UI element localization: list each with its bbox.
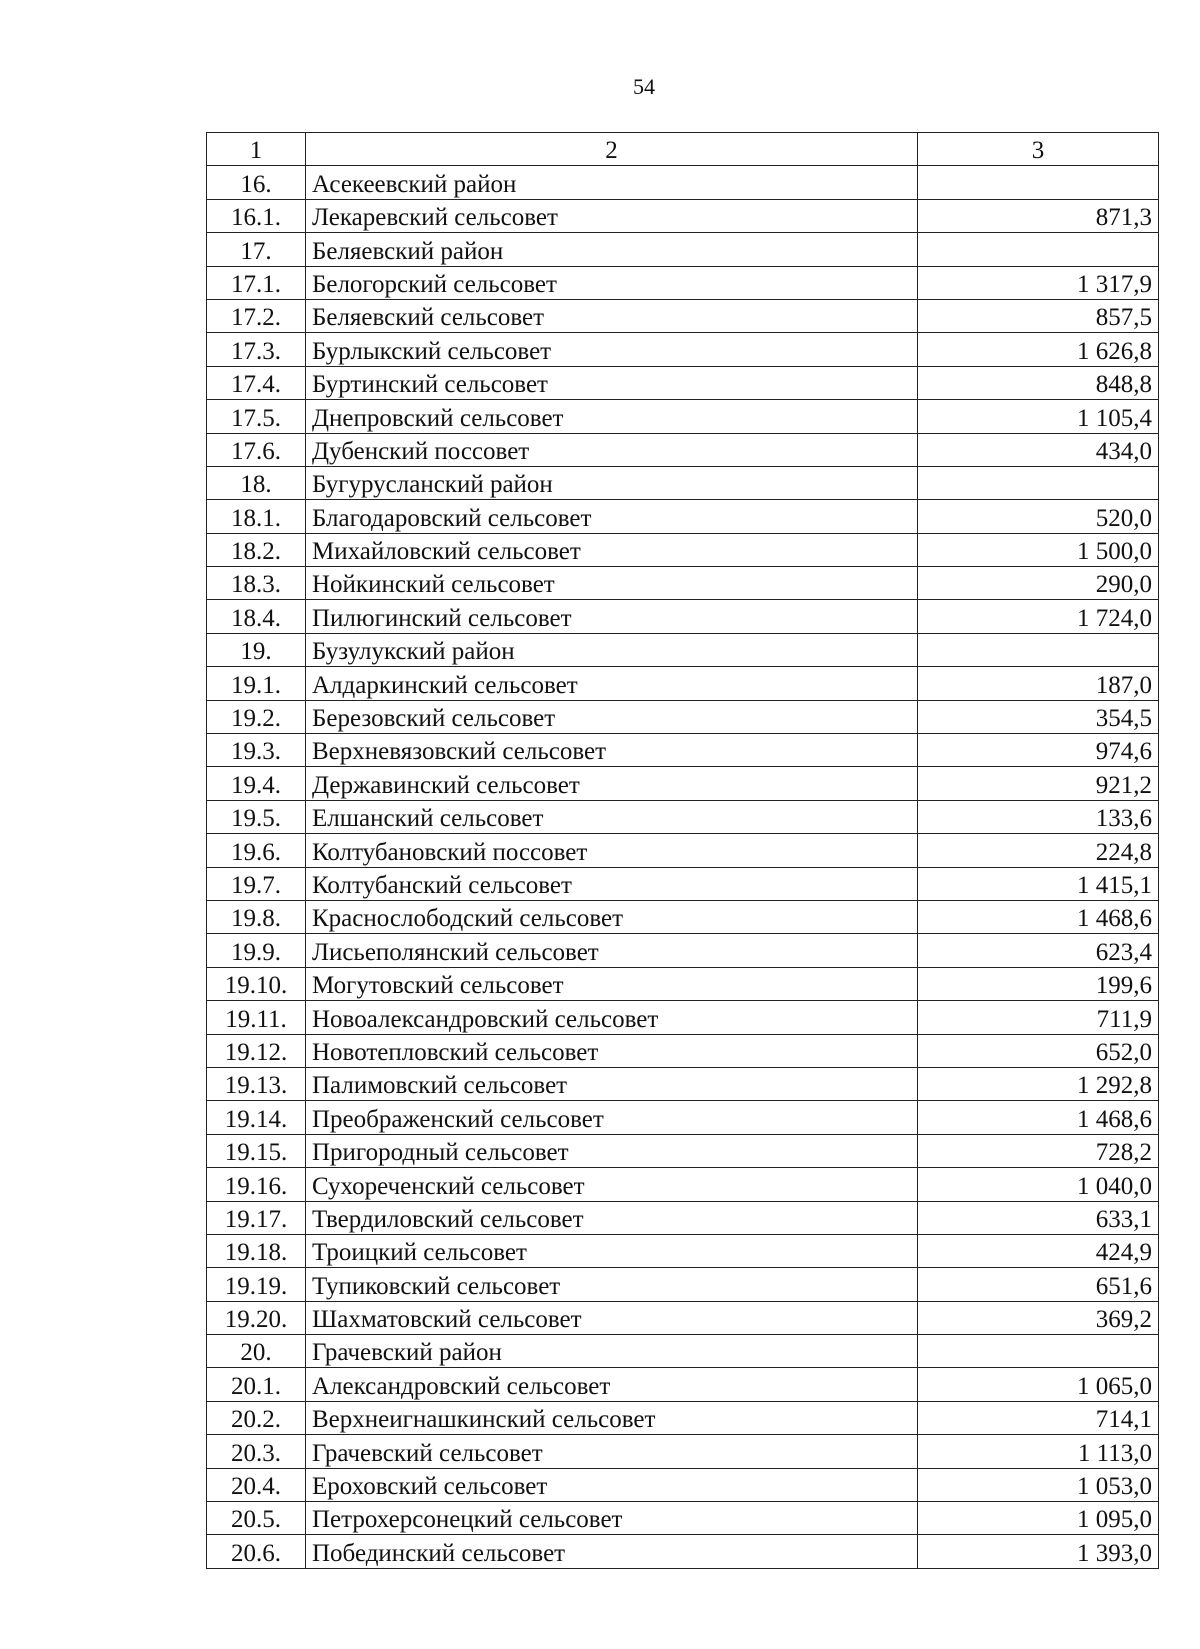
- table-header-row: [207, 133, 1159, 166]
- row-name: Твердиловский сельсовет: [306, 1201, 918, 1234]
- table-row: [207, 567, 1159, 600]
- row-value: 652,0: [918, 1034, 1159, 1067]
- table-row: [207, 1535, 1159, 1568]
- row-value: [918, 166, 1159, 199]
- row-name: Державинский сельсовет: [306, 767, 918, 800]
- row-name: Михайловский сельсовет: [306, 533, 918, 566]
- row-number: 19.12.: [207, 1034, 306, 1067]
- row-name: Буртинский сельсовет: [306, 366, 918, 399]
- row-name: Белогорский сельсовет: [306, 266, 918, 299]
- row-name: Бугурусланский район: [306, 466, 918, 499]
- table-body: [207, 133, 1159, 1569]
- row-number: 19.14.: [207, 1101, 306, 1134]
- row-name: Побединский сельсовет: [306, 1535, 918, 1568]
- row-name: Новоалександровский сельсовет: [306, 1001, 918, 1034]
- row-value: 1 724,0: [918, 600, 1159, 633]
- row-name: Дубенский поссовет: [306, 433, 918, 466]
- row-name: Алдаркинский сельсовет: [306, 667, 918, 700]
- row-name: Беляевский район: [306, 233, 918, 266]
- row-name: Краснослободский сельсовет: [306, 900, 918, 933]
- row-number: 19.10.: [207, 967, 306, 1000]
- row-number: 16.: [207, 166, 306, 199]
- table-row: [207, 1268, 1159, 1301]
- row-number: 17.1.: [207, 266, 306, 299]
- row-name: Новотепловский сельсовет: [306, 1034, 918, 1067]
- row-number: 20.6.: [207, 1535, 306, 1568]
- column-header-number: 1: [207, 133, 306, 166]
- row-value: 1 053,0: [918, 1468, 1159, 1501]
- row-name: Александровский сельсовет: [306, 1368, 918, 1401]
- row-value: 1 113,0: [918, 1435, 1159, 1468]
- row-name: Тупиковский сельсовет: [306, 1268, 918, 1301]
- row-name: Благодаровский сельсовет: [306, 500, 918, 533]
- row-value: 224,8: [918, 834, 1159, 867]
- table-row: [207, 433, 1159, 466]
- row-value: 871,3: [918, 199, 1159, 232]
- row-name: Беляевский сельсовет: [306, 299, 918, 332]
- column-header-value: 3: [918, 133, 1159, 166]
- table-row: [207, 1134, 1159, 1167]
- row-name: Петрохерсонецкий сельсовет: [306, 1502, 918, 1535]
- row-number: 19.11.: [207, 1001, 306, 1034]
- row-name: Ероховский сельсовет: [306, 1468, 918, 1501]
- row-name: Лекаревский сельсовет: [306, 199, 918, 232]
- row-number: 19.19.: [207, 1268, 306, 1301]
- row-number: 18.1.: [207, 500, 306, 533]
- table-row: [207, 1001, 1159, 1034]
- table-row: [207, 1468, 1159, 1501]
- row-name: Колтубанский сельсовет: [306, 867, 918, 900]
- row-number: 19.16.: [207, 1168, 306, 1201]
- row-value: 369,2: [918, 1301, 1159, 1334]
- table-row: [207, 266, 1159, 299]
- table-row: [207, 867, 1159, 900]
- row-name: Троицкий сельсовет: [306, 1234, 918, 1267]
- row-number: 17.6.: [207, 433, 306, 466]
- table-row: [207, 1067, 1159, 1100]
- row-number: 16.1.: [207, 199, 306, 232]
- row-value: 1 393,0: [918, 1535, 1159, 1568]
- row-name: Могутовский сельсовет: [306, 967, 918, 1000]
- row-number: 19.3.: [207, 734, 306, 767]
- page-number: 54: [633, 74, 655, 99]
- row-number: 19.7.: [207, 867, 306, 900]
- table-row: [207, 166, 1159, 199]
- row-number: 19.8.: [207, 900, 306, 933]
- table-row: [207, 1101, 1159, 1134]
- row-name: Грачевский сельсовет: [306, 1435, 918, 1468]
- row-name: Днепровский сельсовет: [306, 400, 918, 433]
- row-number: 18.: [207, 466, 306, 499]
- row-value: 290,0: [918, 567, 1159, 600]
- row-value: 424,9: [918, 1234, 1159, 1267]
- table-row: [207, 967, 1159, 1000]
- table-row: [207, 934, 1159, 967]
- table-row: [207, 299, 1159, 332]
- row-value: 711,9: [918, 1001, 1159, 1034]
- row-number: 20.4.: [207, 1468, 306, 1501]
- row-value: 187,0: [918, 667, 1159, 700]
- row-number: 20.3.: [207, 1435, 306, 1468]
- row-value: 728,2: [918, 1134, 1159, 1167]
- row-name: Бурлыкский сельсовет: [306, 333, 918, 366]
- table-row: [207, 1368, 1159, 1401]
- table-row: [207, 1168, 1159, 1201]
- row-value: 1 317,9: [918, 266, 1159, 299]
- table-row: [207, 1401, 1159, 1434]
- table-row: [207, 1201, 1159, 1234]
- table-row: [207, 1234, 1159, 1267]
- row-value: 354,5: [918, 700, 1159, 733]
- row-name: Елшанский сельсовет: [306, 800, 918, 833]
- row-value: [918, 233, 1159, 266]
- row-name: Нойкинский сельсовет: [306, 567, 918, 600]
- row-value: 1 415,1: [918, 867, 1159, 900]
- table-row: [207, 600, 1159, 633]
- row-name: Палимовский сельсовет: [306, 1067, 918, 1100]
- row-name: Грачевский район: [306, 1335, 918, 1368]
- row-number: 17.4.: [207, 366, 306, 399]
- row-number: 19.6.: [207, 834, 306, 867]
- row-value: 199,6: [918, 967, 1159, 1000]
- row-value: 1 626,8: [918, 333, 1159, 366]
- row-name: Березовский сельсовет: [306, 700, 918, 733]
- column-header-name: 2: [306, 133, 918, 166]
- row-value: 434,0: [918, 433, 1159, 466]
- table-row: [207, 466, 1159, 499]
- row-value: [918, 633, 1159, 666]
- row-number: 20.1.: [207, 1368, 306, 1401]
- table-row: [207, 667, 1159, 700]
- table-row: [207, 1301, 1159, 1334]
- table-row: [207, 233, 1159, 266]
- row-number: 17.: [207, 233, 306, 266]
- row-number: 19.5.: [207, 800, 306, 833]
- row-value: 1 292,8: [918, 1067, 1159, 1100]
- table-row: [207, 633, 1159, 666]
- row-name: Верхнеигнашкинский сельсовет: [306, 1401, 918, 1434]
- table-row: [207, 500, 1159, 533]
- row-name: Пригородный сельсовет: [306, 1134, 918, 1167]
- row-name: Пилюгинский сельсовет: [306, 600, 918, 633]
- table-row: [207, 1034, 1159, 1067]
- row-number: 19.20.: [207, 1301, 306, 1334]
- row-number: 19.13.: [207, 1067, 306, 1100]
- row-number: 19.1.: [207, 667, 306, 700]
- row-name: Асекеевский район: [306, 166, 918, 199]
- row-value: 974,6: [918, 734, 1159, 767]
- row-number: 19.18.: [207, 1234, 306, 1267]
- row-number: 19.15.: [207, 1134, 306, 1167]
- row-value: 133,6: [918, 800, 1159, 833]
- data-table: [206, 132, 1159, 1569]
- row-number: 19.9.: [207, 934, 306, 967]
- row-number: 17.2.: [207, 299, 306, 332]
- row-name: Сухореченский сельсовет: [306, 1168, 918, 1201]
- table-row: [207, 900, 1159, 933]
- row-number: 20.: [207, 1335, 306, 1368]
- row-number: 20.2.: [207, 1401, 306, 1434]
- table-row: [207, 767, 1159, 800]
- table-row: [207, 400, 1159, 433]
- table-row: [207, 1435, 1159, 1468]
- table-row: [207, 700, 1159, 733]
- row-name: Верхневязовский сельсовет: [306, 734, 918, 767]
- row-value: 623,4: [918, 934, 1159, 967]
- row-value: 921,2: [918, 767, 1159, 800]
- table-row: [207, 533, 1159, 566]
- row-value: 1 468,6: [918, 1101, 1159, 1134]
- row-value: 1 065,0: [918, 1368, 1159, 1401]
- row-number: 19.17.: [207, 1201, 306, 1234]
- row-value: [918, 466, 1159, 499]
- row-value: 1 095,0: [918, 1502, 1159, 1535]
- row-name: Лисьеполянский сельсовет: [306, 934, 918, 967]
- table-row: [207, 734, 1159, 767]
- row-name: Колтубановский поссовет: [306, 834, 918, 867]
- row-value: [918, 1335, 1159, 1368]
- table-row: [207, 199, 1159, 232]
- row-value: 1 040,0: [918, 1168, 1159, 1201]
- row-number: 19.4.: [207, 767, 306, 800]
- row-number: 18.2.: [207, 533, 306, 566]
- row-name: Бузулукский район: [306, 633, 918, 666]
- row-number: 17.3.: [207, 333, 306, 366]
- row-value: 1 500,0: [918, 533, 1159, 566]
- row-value: 1 105,4: [918, 400, 1159, 433]
- row-number: 18.3.: [207, 567, 306, 600]
- row-value: 1 468,6: [918, 900, 1159, 933]
- table-row: [207, 1335, 1159, 1368]
- row-value: 651,6: [918, 1268, 1159, 1301]
- row-number: 20.5.: [207, 1502, 306, 1535]
- row-name: Шахматовский сельсовет: [306, 1301, 918, 1334]
- row-name: Преображенский сельсовет: [306, 1101, 918, 1134]
- table-row: [207, 333, 1159, 366]
- row-number: 19.2.: [207, 700, 306, 733]
- row-number: 18.4.: [207, 600, 306, 633]
- table-row: [207, 1502, 1159, 1535]
- table-row: [207, 800, 1159, 833]
- table-row: [207, 834, 1159, 867]
- row-number: 17.5.: [207, 400, 306, 433]
- row-value: 633,1: [918, 1201, 1159, 1234]
- row-value: 857,5: [918, 299, 1159, 332]
- table-row: [207, 366, 1159, 399]
- row-value: 714,1: [918, 1401, 1159, 1434]
- row-value: 520,0: [918, 500, 1159, 533]
- row-number: 19.: [207, 633, 306, 666]
- row-value: 848,8: [918, 366, 1159, 399]
